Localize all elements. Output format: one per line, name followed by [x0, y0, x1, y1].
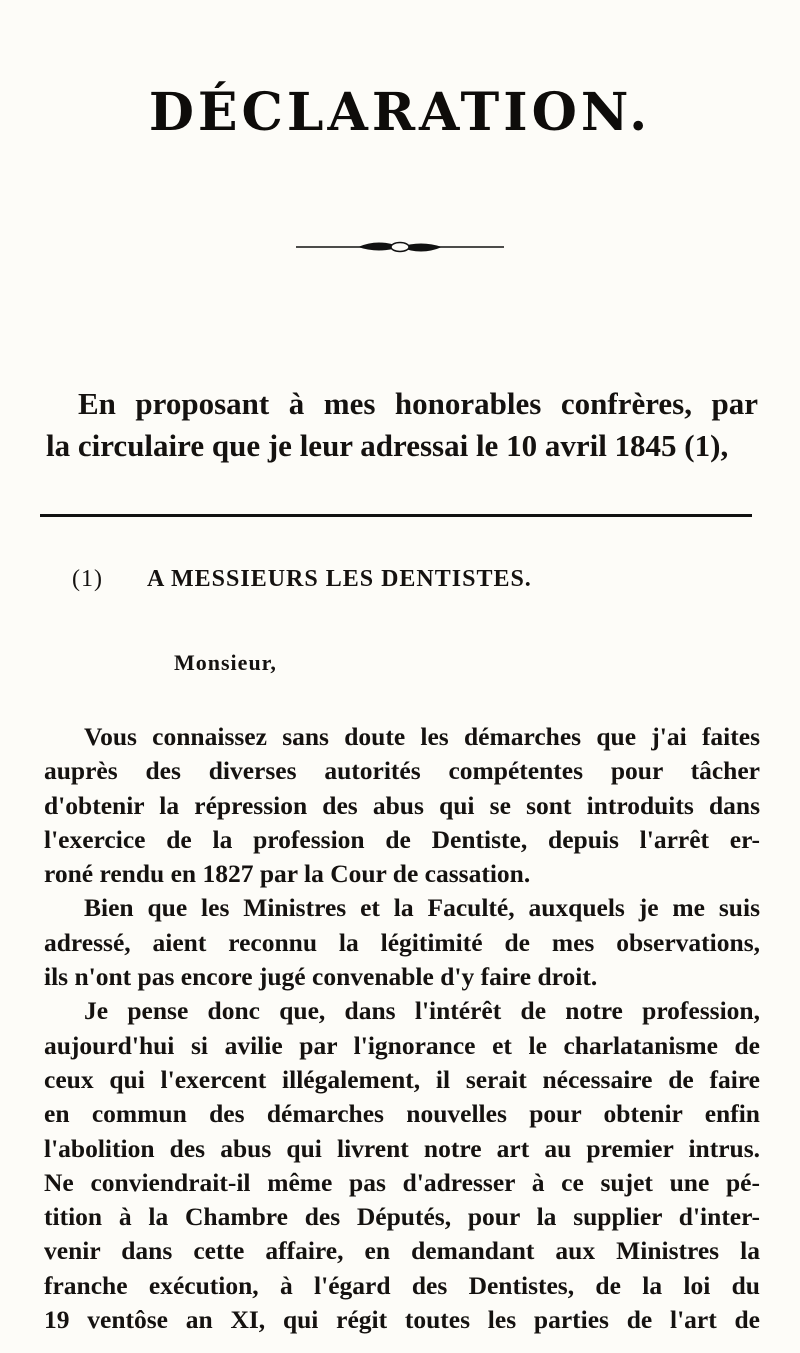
footnote-line: venir dans cette affaire, en demandant aux Ministres la	[44, 1236, 760, 1266]
footnote-line: Bien que les Ministres et la Faculté, auxquels je me suis	[84, 893, 760, 923]
footnote-salutation: Monsieur,	[174, 650, 277, 675]
footnote-line: d'obtenir la répression des abus qui se sont introduits dans	[44, 790, 760, 820]
page-title: DÉCLARATION.	[148, 82, 652, 143]
footnote-line: ceux qui l'exercent illégalement, il serait nécessaire de faire	[44, 1064, 760, 1094]
footnote-marker: (1)	[72, 566, 103, 592]
footnote-line: 19 ventôse an XI, qui régit toutes les parties de l'art de	[44, 1305, 760, 1335]
ornament-divider-icon	[296, 236, 504, 258]
footnote-heading	[72, 566, 532, 593]
intro-line: la circulaire que je leur adressai le 10 avril 1845 (1),	[46, 428, 729, 463]
footnote-line: en commun des démarches nouvelles pour obtenir enfin	[44, 1099, 760, 1129]
footnote-line: franche exécution, à l'égard des Dentistes, de la loi du	[44, 1270, 760, 1300]
footnote-line: l'abolition des abus qui livrent notre art au premier intrus.	[44, 1133, 760, 1163]
footnote-line: auprès des diverses autorités compétentes pour tâcher	[44, 756, 760, 786]
footnote-line: tition à la Chambre des Députés, pour la supplier d'inter-	[44, 1202, 760, 1232]
footnote-line: aujourd'hui si avilie par l'ignorance et le charlatanisme de	[44, 1030, 760, 1060]
footnote-divider	[40, 514, 752, 517]
footnote-line: l'exercice de la profession de Dentiste, depuis l'arrêt er-	[44, 824, 760, 854]
footnote-line: Vous connaissez sans doute les démarches que j'ai faites	[84, 722, 760, 751]
footnote-line: adressé, aient reconnu la légitimité de mes observations,	[44, 927, 760, 957]
footnote-line: Je pense donc que, dans l'intérêt de notre profession,	[84, 996, 760, 1026]
footnote-body	[44, 720, 760, 1337]
footnote-line: roné rendu en 1827 par la Cour de cassation.	[44, 859, 531, 889]
intro-line: En proposant à mes honorables confrères, par	[78, 386, 758, 421]
footnote-heading-text: A MESSIEURS LES DENTISTES.	[146, 566, 532, 592]
footnote-line: ils n'ont pas encore jugé convenable d'y faire droit.	[44, 962, 598, 992]
footnote-line: Ne conviendrait-il même pas d'adresser à ce sujet une pé-	[44, 1167, 760, 1197]
